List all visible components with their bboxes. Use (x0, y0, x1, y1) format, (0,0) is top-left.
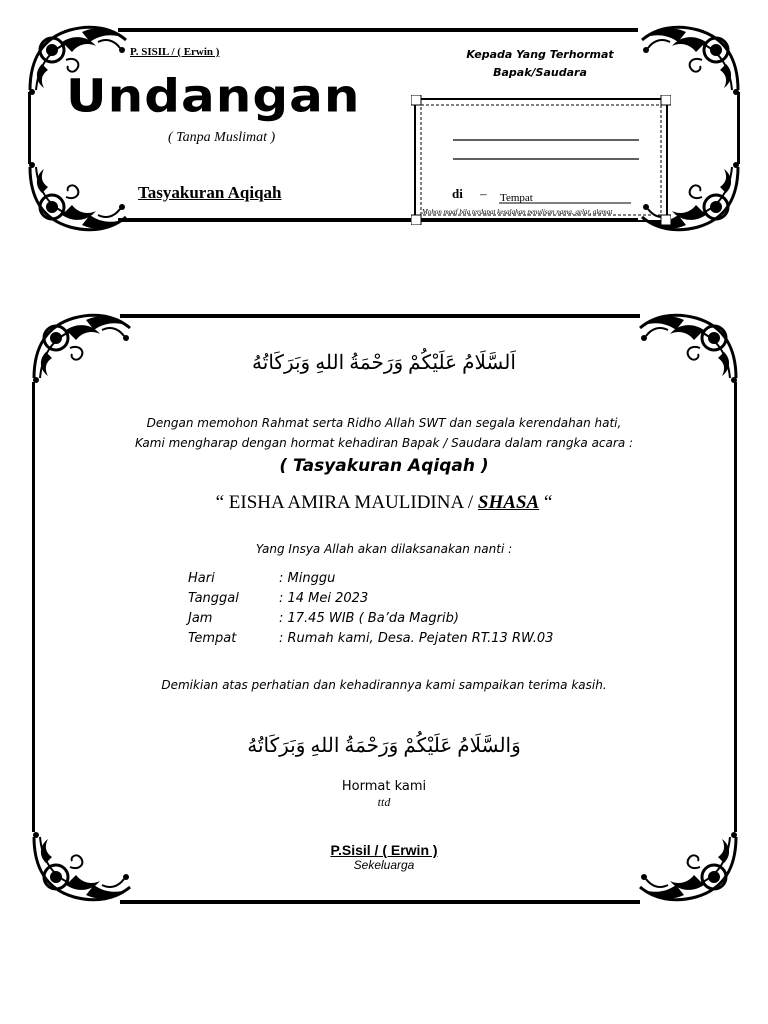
salam-opening: اَلسَّلَامُ عَلَيْكُمْ وَرَحْمَةُ اللهِ وَبَرَكَاتُهُ (252, 352, 516, 374)
card-border-top (120, 314, 640, 318)
border-top (118, 28, 638, 32)
name-close: “ (539, 492, 553, 513)
address-tempat: Tempat (500, 192, 533, 204)
regards-text: Hormat kami (341, 779, 427, 794)
detail-value-jam: : 17.45 WIB ( Ba’da Magrib) (279, 611, 459, 626)
child-name (0, 492, 768, 514)
nickname: SHASA (477, 492, 540, 513)
envelope-event: Tasyakuran Aqiqah (138, 183, 282, 202)
border-left (28, 92, 31, 164)
sender-label: P. SISIL / ( Erwin ) (130, 46, 220, 58)
closing-text: Demikian atas perhatian dan kehadirannya kami sampaikan terima kasih. (161, 678, 607, 692)
detail-label-jam: Jam (188, 611, 213, 626)
corner-ornament-icon (22, 162, 132, 237)
address-heading-2: Bapak/Saudara (493, 66, 587, 79)
border-right (737, 92, 740, 164)
detail-value-hari: : Minggu (279, 571, 336, 586)
detail-label-tanggal: Tanggal (188, 591, 239, 606)
intro-line-1: Dengan memohon Rahmat serta Ridho Allah SWT dan segala kerendahan hati, (146, 416, 622, 430)
signer-family: Sekeluarga (353, 858, 415, 872)
signer-name: P.Sisil / ( Erwin ) (330, 842, 438, 858)
apology-note: Mohon maaf bila terdapat kesalahan penulisan nama, gelar, alamat (422, 208, 613, 216)
salam-closing: وَالسَّلَامُ عَلَيْكُمْ وَرَحْمَةُ اللهِ وَبَرَكَاتُهُ (247, 735, 521, 757)
detail-label-hari: Hari (188, 571, 215, 586)
corner-ornament-icon (636, 20, 746, 95)
detail-value-tanggal: : 14 Mei 2023 (279, 591, 369, 606)
envelope-subtitle: ( Tanpa Muslimat ) (168, 130, 276, 145)
ttd-text: ttd (377, 795, 391, 809)
di-label: di (452, 186, 463, 201)
address-heading: Kepada Yang Terhormat (466, 48, 614, 61)
name-open: “ EISHA AMIRA MAULIDINA / (215, 492, 478, 513)
intro-line-2: Kami mengharap dengan hormat kehadiran Bapak / Saudara dalam rangka acara : (134, 436, 634, 450)
envelope-title: Undangan (66, 70, 361, 123)
detail-value-tempat: : Rumah kami, Desa. Pejaten RT.13 RW.03 (279, 631, 554, 646)
card-border-bottom (120, 900, 640, 904)
address-box (411, 95, 671, 225)
dash: – (480, 186, 487, 201)
schedule-intro: Yang Insya Allah akan dilaksanakan nanti : (255, 542, 513, 556)
event-title: ( Tasyakuran Aqiqah ) (279, 456, 489, 476)
detail-label-tempat: Tempat (188, 631, 237, 646)
address-di (452, 186, 487, 202)
